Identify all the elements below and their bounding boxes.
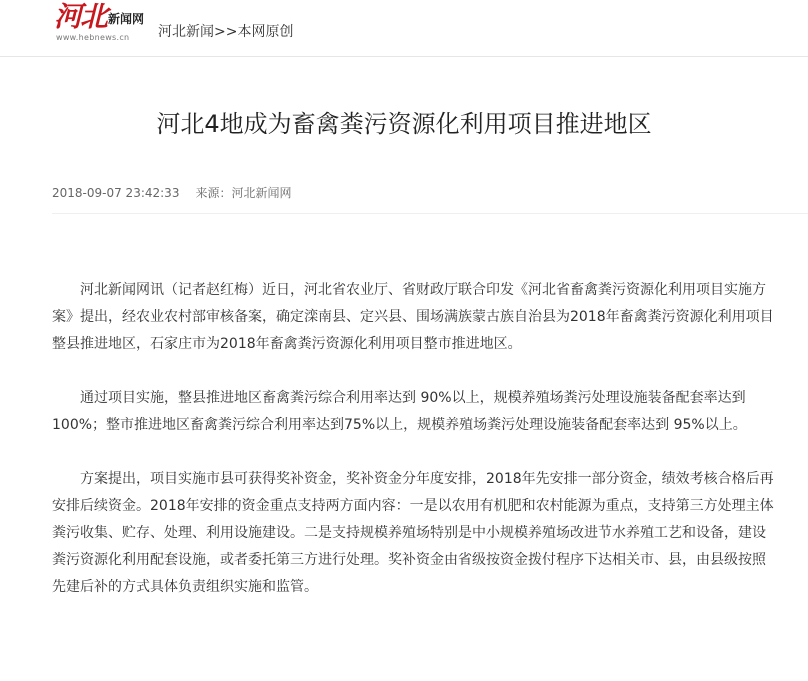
breadcrumb-section-link[interactable]: 本网原创 xyxy=(237,24,294,40)
article-body xyxy=(52,277,776,628)
source-label: 来源： xyxy=(195,186,232,200)
logo-url: www.hebnews.cn xyxy=(56,33,130,42)
article-meta xyxy=(52,184,291,202)
publish-datetime: 2018-09-07 23:42:33 xyxy=(52,186,180,200)
article-paragraph: 通过项目实施，整县推进地区畜禽粪污综合利用率达到 90%以上，规模养殖场粪污处理设施装备配套率达到100%；整市推进地区畜禽粪污综合利用率达到75%以上，规模养殖场粪污处理设施装备配套率达到 95%以上。 xyxy=(52,390,747,433)
site-header xyxy=(0,0,808,57)
article-paragraph: 方案提出，项目实施市县可获得奖补资金，奖补资金分年度安排，2018年先安排一部分资金，绩效考核合格后再安排后续资金。2018年安排的资金重点支持两方面内容：一是以农用有机肥和农村能源为重点，支持第三方处理主体粪污收集、贮存、处理、利用设施建设。二是支持规模养殖场特别是中小规模养殖场改进节水养殖工艺和设备，建设粪污资源化利用配套设施，或者委托第三方进行处理。奖补资金由省级按资金拨付程序下达相关市、县，由县级按照先建后补的方式具体负责组织实施和监管。 xyxy=(52,471,774,595)
article-title: 河北4地成为畜禽粪污资源化利用项目推进地区 xyxy=(156,110,652,138)
breadcrumb-separator: >> xyxy=(214,24,238,40)
meta-divider xyxy=(52,213,808,214)
logo-text: 新闻网 xyxy=(108,12,145,26)
source-name: 河北新闻网 xyxy=(231,186,292,200)
article-paragraph: 河北新闻网讯（记者赵红梅）近日，河北省农业厅、省财政厅联合印发《河北省畜禽粪污资源化利用项目实施方案》提出，经农业农村部审核备案，确定滦南县、定兴县、围场满族蒙古族自治县为2018年畜禽粪污资源化利用项目整县推进地区，石家庄市为2018年畜禽粪污资源化利用项目整市推进地区。 xyxy=(52,282,774,352)
breadcrumb xyxy=(158,22,293,42)
breadcrumb-home-link[interactable]: 河北新闻 xyxy=(158,24,214,40)
logo-mark: 河北 xyxy=(54,0,107,33)
hebnews-logo[interactable] xyxy=(52,2,154,46)
